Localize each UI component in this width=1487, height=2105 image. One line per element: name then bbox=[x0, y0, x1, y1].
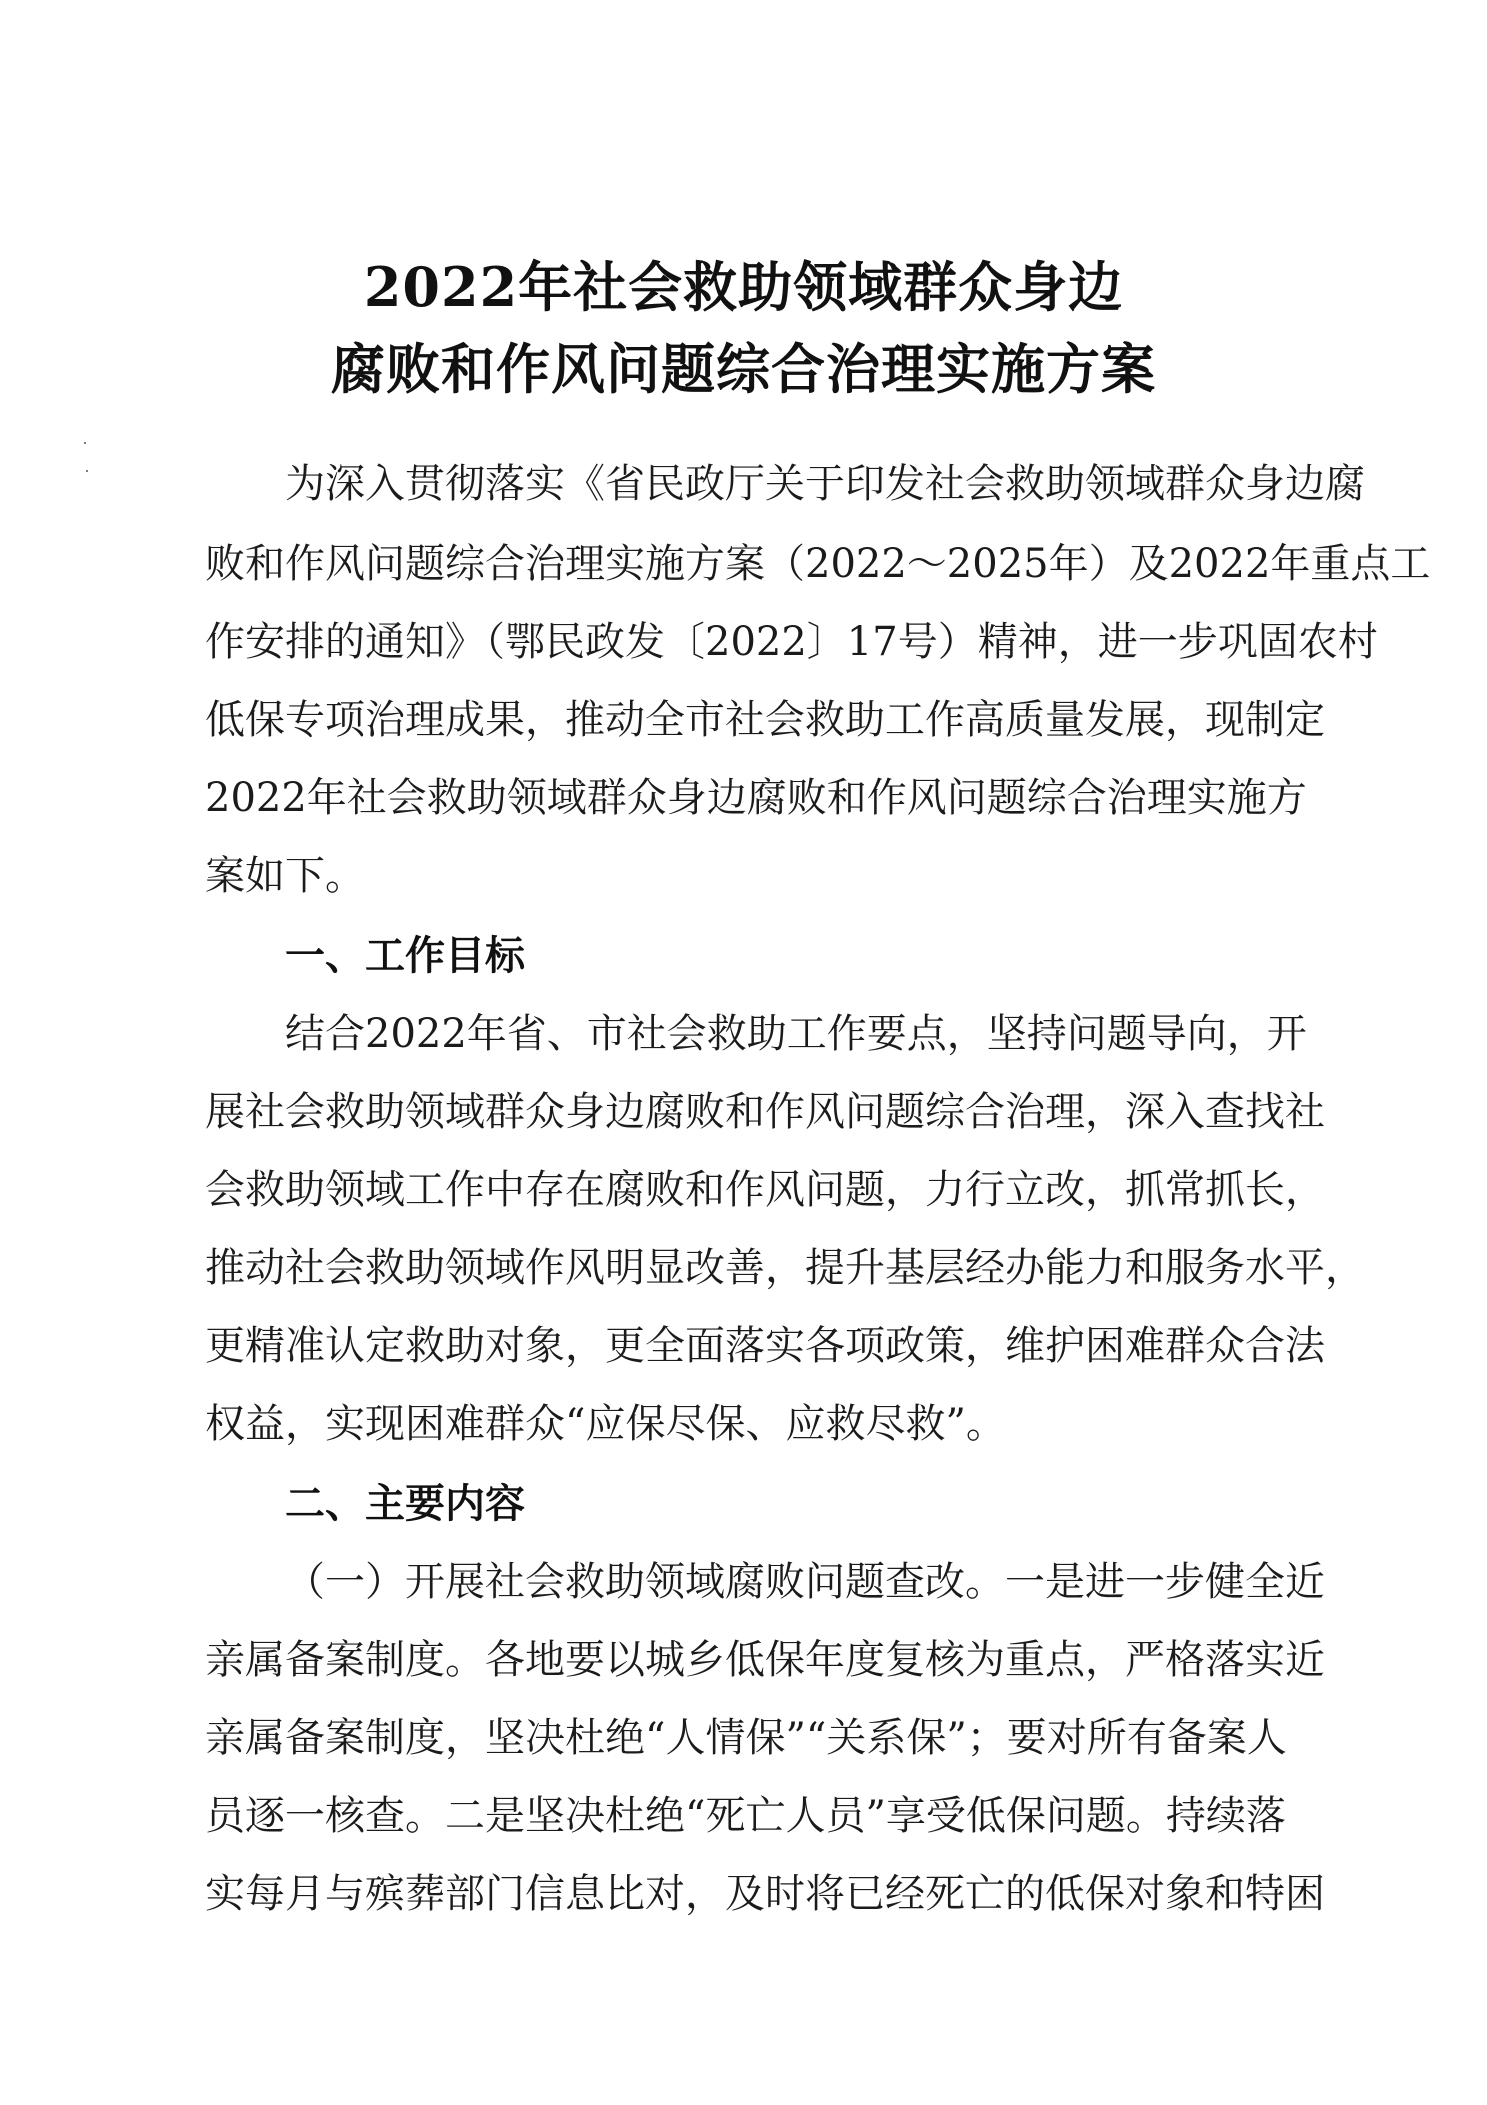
section2-line: 员逐一核查。二是坚决杜绝“死亡人员”享受低保问题。持续落 bbox=[205, 1793, 1286, 1839]
document-title-line-1: 2022年社会救助领域群众身边 bbox=[363, 255, 1124, 319]
document-title-line-2: 腐败和作风问题综合治理实施方案 bbox=[331, 337, 1156, 401]
section1-line: 会救助领域工作中存在腐败和作风问题，力行立改，抓常抓长， bbox=[205, 1167, 1325, 1213]
section2-line: 亲属备案制度，坚决杜绝“人情保”“关系保”；要对所有备案人 bbox=[205, 1715, 1287, 1761]
section1-line: 结合2022年省、市社会救助工作要点，坚持问题导向，开 bbox=[285, 1011, 1307, 1057]
scan-speck bbox=[86, 470, 88, 472]
section2-line: （一）开展社会救助领域腐败问题查改。一是进一步健全近 bbox=[285, 1559, 1325, 1605]
intro-line: 低保专项治理成果，推动全市社会救助工作高质量发展，现制定 bbox=[205, 697, 1325, 743]
intro-line: 作安排的通知》（鄂民政发〔2022〕17号）精神，进一步巩固农村 bbox=[205, 619, 1378, 665]
section1-line: 权益，实现困难群众“应保尽保、应救尽救”。 bbox=[205, 1401, 1006, 1447]
section1-line: 展社会救助领域群众身边腐败和作风问题综合治理，深入查找社 bbox=[205, 1089, 1325, 1135]
section-heading-content: 二、主要内容 bbox=[285, 1481, 525, 1527]
scan-speck bbox=[84, 442, 86, 444]
intro-line: 2022年社会救助领域群众身边腐败和作风问题综合治理实施方 bbox=[205, 775, 1307, 821]
section1-line: 更精准认定救助对象，更全面落实各项政策，维护困难群众合法 bbox=[205, 1323, 1325, 1369]
section-heading-goals: 一、工作目标 bbox=[285, 933, 525, 979]
intro-line: 为深入贯彻落实《省民政厅关于印发社会救助领域群众身边腐 bbox=[285, 461, 1365, 507]
section1-line: 推动社会救助领域作风明显改善，提升基层经办能力和服务水平， bbox=[205, 1245, 1365, 1291]
section2-line: 亲属备案制度。各地要以城乡低保年度复核为重点，严格落实近 bbox=[205, 1637, 1325, 1683]
intro-line: 败和作风问题综合治理实施方案（2022～2025年）及2022年重点工 bbox=[205, 541, 1431, 587]
intro-line: 案如下。 bbox=[205, 853, 365, 899]
section2-line: 实每月与殡葬部门信息比对，及时将已经死亡的低保对象和特困 bbox=[205, 1871, 1325, 1917]
